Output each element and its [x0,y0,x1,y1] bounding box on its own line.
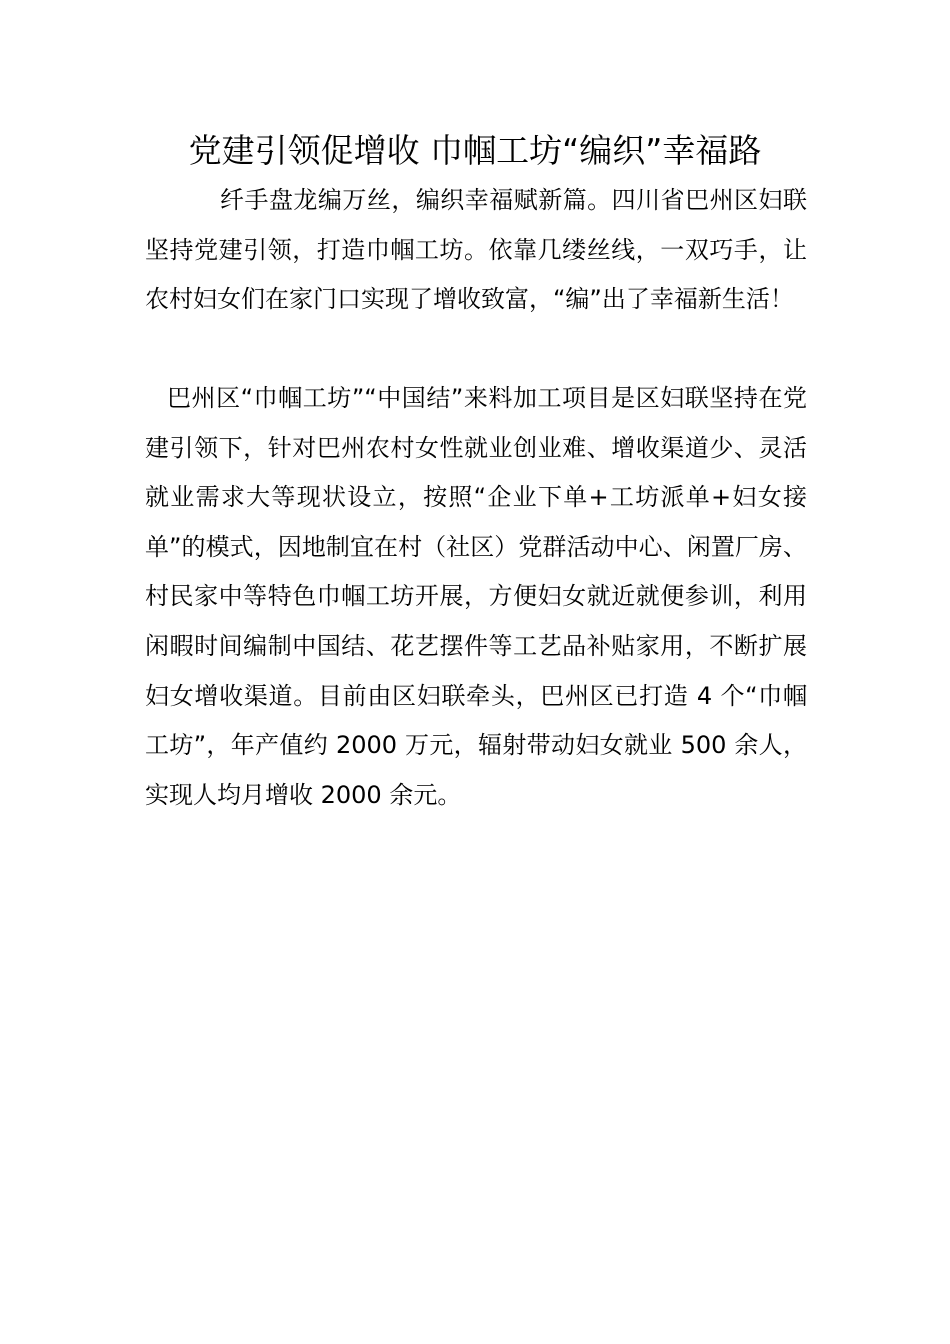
paragraph-project: 巴州区“巾帼工坊”“中国结”来料加工项目是区妇联坚持在党建引领下，针对巴州农村女性就业创业难、增收渠道少、灵活就业需求大等现状设立，按照“企业下单+工坊派单+妇女接单”的模式，因地制宜在村（社区）党群活动中心、闲置厂房、村民家中等特色巾帼工坊开展，方便妇女就近就便参训，利用闲暇时间编制中国结、花艺摆件等工艺品补贴家用，不断扩展妇女增收渠道。目前由区妇联牵头，巴州区已打造 4 个“巾帼工坊”，年产值约 2000 万元，辐射带动妇女就业 500 余人，实现人均月增收 2000 余元。 [145,384,807,809]
document-title: 党建引领促增收 巾帼工坊“编织”幸福路 [188,131,762,170]
paragraph-intro: 纤手盘龙编万丝，编织幸福赋新篇。四川省巴州区妇联坚持党建引领，打造巾帼工坊。依靠几缕丝线，一双巧手，让农村妇女们在家门口实现了增收致富，“编”出了幸福新生活！ [145,186,807,314]
